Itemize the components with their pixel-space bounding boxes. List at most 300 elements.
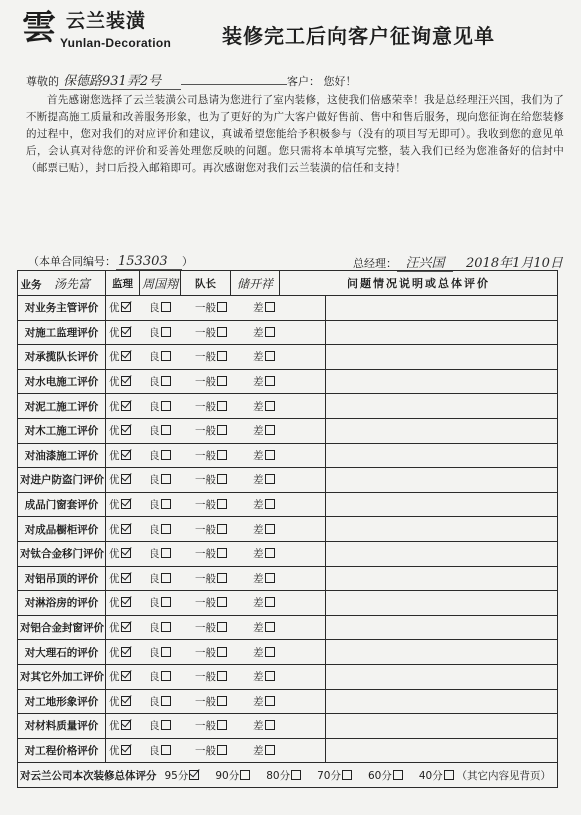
rating-option-label: 优: [109, 695, 120, 708]
rating-checkbox[interactable]: [217, 696, 227, 706]
rating-option[interactable]: [106, 645, 143, 660]
evaluation-item-label: 对淋浴房的评价: [18, 591, 106, 616]
total-score-option[interactable]: [215, 768, 250, 783]
rating-option[interactable]: [247, 374, 299, 389]
comment-cell[interactable]: [326, 541, 558, 566]
rating-option[interactable]: [106, 694, 143, 709]
comment-cell[interactable]: [326, 738, 558, 763]
rating-checkbox[interactable]: [161, 327, 171, 337]
rating-option[interactable]: [247, 325, 299, 340]
rating-option-label: 差: [253, 523, 264, 536]
evaluation-item-label: 对泥工施工评价: [18, 394, 106, 419]
rating-option-label: 优: [109, 671, 120, 684]
rating-option[interactable]: [143, 743, 189, 758]
evaluation-item-label: 对其它外加工评价: [18, 664, 106, 689]
rating-options-cell: [106, 320, 326, 345]
rating-checkbox[interactable]: [265, 302, 275, 312]
rating-option[interactable]: [247, 743, 299, 758]
rating-option[interactable]: [143, 423, 189, 438]
rating-options-cell: [106, 394, 326, 419]
evaluation-row: [18, 418, 558, 443]
customer-address-field[interactable]: 保德路931弄2号: [59, 70, 181, 90]
supervisor-label: 监理: [106, 271, 140, 296]
rating-option-label: 差: [253, 376, 264, 389]
rating-option[interactable]: [143, 546, 189, 561]
rating-checkbox[interactable]: [217, 401, 227, 411]
rating-checkbox[interactable]: [161, 401, 171, 411]
rating-checkbox[interactable]: [161, 696, 171, 706]
rating-option-label: 良: [149, 671, 160, 684]
rating-option-label: 差: [253, 400, 264, 413]
rating-checkbox[interactable]: [217, 302, 227, 312]
rating-option[interactable]: [189, 546, 247, 561]
comment-cell[interactable]: [326, 689, 558, 714]
rating-option-label: 差: [253, 302, 264, 315]
rating-option[interactable]: [143, 399, 189, 414]
rating-option[interactable]: [189, 669, 247, 684]
evaluation-row: [18, 345, 558, 370]
evaluation-row: [18, 296, 558, 321]
rating-option-label: 优: [109, 376, 120, 389]
evaluation-row: [18, 566, 558, 591]
rating-option[interactable]: [106, 743, 143, 758]
rating-option[interactable]: [247, 399, 299, 414]
rating-option-label: 差: [253, 572, 264, 585]
comment-cell[interactable]: [326, 714, 558, 739]
rating-option[interactable]: [106, 325, 143, 340]
evaluation-row: [18, 492, 558, 517]
rating-checkbox[interactable]: [121, 524, 131, 534]
team-leader-label: 队长: [181, 271, 231, 296]
rating-checkbox[interactable]: [265, 745, 275, 755]
rating-option[interactable]: [106, 620, 143, 635]
rating-checkbox[interactable]: [217, 647, 227, 657]
rating-checkbox[interactable]: [121, 597, 131, 607]
rating-option-label: 优: [109, 400, 120, 413]
rating-checkbox[interactable]: [161, 622, 171, 632]
rating-option[interactable]: [106, 349, 143, 364]
rating-checkbox[interactable]: [265, 573, 275, 583]
rating-option-label: 良: [149, 351, 160, 364]
rating-option[interactable]: [143, 497, 189, 512]
rating-checkbox[interactable]: [161, 474, 171, 484]
rating-checkbox[interactable]: [217, 450, 227, 460]
contract-number-field[interactable]: 153303: [116, 254, 182, 270]
rating-option[interactable]: [143, 448, 189, 463]
sign-date: 2018年1月10日: [466, 256, 563, 271]
rating-option-label: 差: [253, 597, 264, 610]
rating-checkbox[interactable]: [161, 499, 171, 509]
business-staff-field[interactable]: 汤先富: [53, 276, 90, 291]
rating-option[interactable]: [106, 423, 143, 438]
comment-cell[interactable]: [326, 566, 558, 591]
rating-option[interactable]: [106, 546, 143, 561]
comment-cell[interactable]: [326, 468, 558, 493]
rating-option[interactable]: [143, 325, 189, 340]
rating-option-label: 差: [253, 548, 264, 561]
evaluation-row: [18, 738, 558, 763]
rating-option-label: 一般: [195, 425, 216, 438]
rating-option-label: 优: [109, 744, 120, 757]
rating-option-label: 差: [253, 499, 264, 512]
comment-cell[interactable]: [326, 492, 558, 517]
rating-option-label: 一般: [195, 351, 216, 364]
comment-cell[interactable]: [326, 591, 558, 616]
rating-checkbox[interactable]: [121, 401, 131, 411]
rating-checkbox[interactable]: [217, 548, 227, 558]
rating-options-cell: [106, 443, 326, 468]
total-score-checkbox[interactable]: [393, 770, 403, 780]
rating-checkbox[interactable]: [217, 327, 227, 337]
comment-cell[interactable]: [326, 615, 558, 640]
evaluation-row: [18, 320, 558, 345]
rating-option[interactable]: [106, 497, 143, 512]
evaluation-item-label: 对钛合金移门评价: [18, 541, 106, 566]
manager-line: [353, 252, 453, 272]
total-score-checkbox[interactable]: [342, 770, 352, 780]
rating-option-label: 良: [149, 376, 160, 389]
total-score-option[interactable]: [419, 768, 454, 783]
rating-option[interactable]: [189, 497, 247, 512]
rating-option-label: 优: [109, 646, 120, 659]
total-score-option[interactable]: [266, 768, 301, 783]
rating-options-cell: [106, 714, 326, 739]
team-leader-name-field[interactable]: 储开祥: [231, 271, 280, 296]
rating-option[interactable]: [106, 374, 143, 389]
evaluation-item-label: 对工地形象评价: [18, 689, 106, 714]
rating-option[interactable]: [189, 743, 247, 758]
rating-option[interactable]: [143, 374, 189, 389]
company-name-cn: 云兰装潢: [66, 10, 147, 32]
rating-option[interactable]: [189, 325, 247, 340]
evaluation-item-label: 对承揽队长评价: [18, 345, 106, 370]
rating-option[interactable]: [106, 595, 143, 610]
evaluation-row: [18, 640, 558, 665]
total-score-checkbox[interactable]: [444, 770, 454, 780]
rating-option[interactable]: [106, 669, 143, 684]
rating-checkbox[interactable]: [121, 696, 131, 706]
rating-checkbox[interactable]: [161, 548, 171, 558]
manager-signature: 汪兴国: [397, 252, 453, 272]
rating-option-label: 一般: [195, 449, 216, 462]
rating-option[interactable]: [189, 374, 247, 389]
rating-checkbox[interactable]: [217, 524, 227, 534]
rating-option[interactable]: [189, 300, 247, 315]
rating-checkbox[interactable]: [161, 745, 171, 755]
rating-option-label: 差: [253, 646, 264, 659]
rating-checkbox[interactable]: [161, 376, 171, 386]
rating-option-label: 优: [109, 425, 120, 438]
rating-checkbox[interactable]: [265, 696, 275, 706]
rating-options-cell: [106, 615, 326, 640]
rating-checkbox[interactable]: [217, 720, 227, 730]
rating-checkbox[interactable]: [217, 474, 227, 484]
rating-options-cell: [106, 369, 326, 394]
rating-checkbox[interactable]: [161, 302, 171, 312]
document-title: 装修完工后向客户征询意见单: [222, 24, 495, 48]
rating-option-label: 良: [149, 523, 160, 536]
rating-option[interactable]: [106, 399, 143, 414]
rating-option-label: 一般: [195, 572, 216, 585]
rating-option[interactable]: [106, 472, 143, 487]
rating-checkbox[interactable]: [161, 671, 171, 681]
rating-checkbox[interactable]: [265, 524, 275, 534]
evaluation-table: [17, 270, 558, 788]
rating-checkbox[interactable]: [121, 351, 131, 361]
rating-checkbox[interactable]: [121, 474, 131, 484]
rating-checkbox[interactable]: [217, 499, 227, 509]
rating-checkbox[interactable]: [217, 745, 227, 755]
rating-option[interactable]: [106, 718, 143, 733]
comment-cell[interactable]: [326, 296, 558, 321]
rating-options-cell: [106, 296, 326, 321]
rating-checkbox[interactable]: [265, 720, 275, 730]
evaluation-item-label: 对水电施工评价: [18, 369, 106, 394]
rating-option[interactable]: [106, 300, 143, 315]
rating-checkbox[interactable]: [265, 450, 275, 460]
total-score-option-label: 80分: [266, 769, 291, 782]
rating-option-label: 一般: [195, 597, 216, 610]
rating-option-label: 差: [253, 720, 264, 733]
rating-options-cell: [106, 345, 326, 370]
rating-checkbox[interactable]: [265, 327, 275, 337]
total-score-row: [18, 763, 558, 788]
comment-cell[interactable]: [326, 517, 558, 542]
see-back-note: （其它内容见背页）: [456, 769, 551, 782]
rating-options-cell: [106, 468, 326, 493]
rating-checkbox[interactable]: [265, 425, 275, 435]
greeting-line: [26, 70, 357, 90]
rating-option[interactable]: [247, 472, 299, 487]
rating-option[interactable]: [247, 669, 299, 684]
rating-checkbox[interactable]: [121, 720, 131, 730]
rating-option[interactable]: [189, 349, 247, 364]
rating-options-cell: [106, 418, 326, 443]
rating-option-label: 优: [109, 351, 120, 364]
evaluation-row: [18, 369, 558, 394]
rating-checkbox[interactable]: [265, 671, 275, 681]
business-label: 业务: [20, 278, 42, 291]
rating-checkbox[interactable]: [217, 351, 227, 361]
evaluation-row: [18, 541, 558, 566]
evaluation-item-label: 对进户防盗门评价: [18, 468, 106, 493]
rating-option[interactable]: [247, 546, 299, 561]
rating-checkbox[interactable]: [121, 573, 131, 583]
rating-option[interactable]: [189, 694, 247, 709]
rating-option[interactable]: [189, 448, 247, 463]
total-score-option[interactable]: [317, 768, 352, 783]
rating-option-label: 差: [253, 326, 264, 339]
rating-checkbox[interactable]: [161, 524, 171, 534]
comment-cell[interactable]: [326, 320, 558, 345]
rating-checkbox[interactable]: [217, 376, 227, 386]
rating-option[interactable]: [189, 522, 247, 537]
rating-option[interactable]: [247, 497, 299, 512]
rating-option-label: 良: [149, 572, 160, 585]
rating-option[interactable]: [143, 718, 189, 733]
greeting-suffix: 客户： 您好！: [287, 75, 357, 88]
rating-checkbox[interactable]: [121, 450, 131, 460]
rating-option-label: 一般: [195, 695, 216, 708]
rating-option-label: 差: [253, 622, 264, 635]
rating-checkbox[interactable]: [161, 647, 171, 657]
rating-option[interactable]: [189, 571, 247, 586]
table-header-row: [18, 271, 558, 296]
rating-option[interactable]: [143, 522, 189, 537]
rating-option-label: 良: [149, 302, 160, 315]
rating-option-label: 良: [149, 597, 160, 610]
comment-cell[interactable]: [326, 345, 558, 370]
rating-checkbox[interactable]: [121, 671, 131, 681]
evaluation-row: [18, 591, 558, 616]
total-score-checkbox[interactable]: [240, 770, 250, 780]
rating-checkbox[interactable]: [161, 597, 171, 607]
rating-option[interactable]: [189, 399, 247, 414]
evaluation-item-label: 对成品橱柜评价: [18, 517, 106, 542]
rating-option-label: 差: [253, 449, 264, 462]
evaluation-row: [18, 394, 558, 419]
rating-option-label: 差: [253, 425, 264, 438]
evaluation-row: [18, 468, 558, 493]
rating-option[interactable]: [106, 522, 143, 537]
rating-checkbox[interactable]: [265, 597, 275, 607]
rating-checkbox[interactable]: [121, 499, 131, 509]
rating-checkbox[interactable]: [265, 474, 275, 484]
rating-option-label: 一般: [195, 474, 216, 487]
total-score-checkbox[interactable]: [291, 770, 301, 780]
rating-option-label: 一般: [195, 376, 216, 389]
rating-option-label: 差: [253, 474, 264, 487]
rating-option-label: 一般: [195, 523, 216, 536]
greeting-prefix: 尊敬的: [26, 75, 59, 88]
rating-option[interactable]: [143, 645, 189, 660]
total-score-option-label: 90分: [215, 769, 240, 782]
rating-option[interactable]: [247, 694, 299, 709]
comment-cell[interactable]: [326, 369, 558, 394]
company-logo-mark: 雲: [22, 8, 55, 48]
rating-option[interactable]: [189, 472, 247, 487]
rating-option-label: 一般: [195, 622, 216, 635]
rating-checkbox[interactable]: [265, 351, 275, 361]
rating-option-label: 优: [109, 326, 120, 339]
rating-option[interactable]: [247, 349, 299, 364]
evaluation-row: [18, 615, 558, 640]
rating-option[interactable]: [143, 595, 189, 610]
rating-option[interactable]: [247, 300, 299, 315]
rating-option[interactable]: [189, 595, 247, 610]
rating-checkbox[interactable]: [121, 302, 131, 312]
comment-cell[interactable]: [326, 394, 558, 419]
rating-option-label: 一般: [195, 326, 216, 339]
rating-option[interactable]: [143, 349, 189, 364]
rating-option[interactable]: [247, 718, 299, 733]
rating-option[interactable]: [189, 620, 247, 635]
rating-checkbox[interactable]: [265, 499, 275, 509]
rating-option[interactable]: [143, 669, 189, 684]
rating-options-cell: [106, 541, 326, 566]
rating-checkbox[interactable]: [161, 351, 171, 361]
rating-checkbox[interactable]: [265, 548, 275, 558]
rating-option[interactable]: [247, 645, 299, 660]
comment-cell[interactable]: [326, 664, 558, 689]
rating-checkbox[interactable]: [121, 327, 131, 337]
rating-checkbox[interactable]: [265, 376, 275, 386]
rating-option[interactable]: [143, 620, 189, 635]
rating-checkbox[interactable]: [121, 622, 131, 632]
rating-checkbox[interactable]: [265, 622, 275, 632]
rating-option[interactable]: [247, 522, 299, 537]
rating-option[interactable]: [189, 645, 247, 660]
rating-checkbox[interactable]: [217, 671, 227, 681]
rating-option[interactable]: [143, 300, 189, 315]
rating-option[interactable]: [106, 571, 143, 586]
rating-option[interactable]: [247, 595, 299, 610]
rating-checkbox[interactable]: [217, 425, 227, 435]
rating-options-cell: [106, 517, 326, 542]
rating-checkbox[interactable]: [161, 425, 171, 435]
customer-name-blank[interactable]: [181, 84, 287, 85]
evaluation-item-label: 对工程价格评价: [18, 738, 106, 763]
rating-option[interactable]: [189, 423, 247, 438]
rating-checkbox[interactable]: [121, 745, 131, 755]
rating-checkbox[interactable]: [217, 573, 227, 583]
rating-checkbox[interactable]: [121, 425, 131, 435]
rating-checkbox[interactable]: [217, 622, 227, 632]
evaluation-item-label: 对铝合金封窗评价: [18, 615, 106, 640]
rating-checkbox[interactable]: [217, 597, 227, 607]
rating-option[interactable]: [143, 472, 189, 487]
evaluation-row: [18, 714, 558, 739]
rating-checkbox[interactable]: [265, 647, 275, 657]
rating-option[interactable]: [143, 571, 189, 586]
rating-option[interactable]: [247, 571, 299, 586]
rating-option[interactable]: [189, 718, 247, 733]
rating-option[interactable]: [247, 448, 299, 463]
comment-cell[interactable]: [326, 443, 558, 468]
rating-option[interactable]: [247, 423, 299, 438]
total-score-option-label: 95分: [164, 769, 189, 782]
rating-checkbox[interactable]: [265, 401, 275, 411]
supervisor-name-field[interactable]: 周国翔: [140, 271, 181, 296]
rating-option[interactable]: [106, 448, 143, 463]
rating-checkbox[interactable]: [121, 647, 131, 657]
rating-checkbox[interactable]: [121, 376, 131, 386]
total-score-checkbox[interactable]: [189, 770, 199, 780]
comment-column-header: 问题情况说明或总体评价: [280, 271, 558, 296]
rating-option[interactable]: [143, 694, 189, 709]
rating-option-label: 良: [149, 720, 160, 733]
rating-option-label: 优: [109, 449, 120, 462]
total-score-option[interactable]: [165, 768, 200, 783]
rating-checkbox[interactable]: [161, 720, 171, 730]
rating-option-label: 良: [149, 326, 160, 339]
rating-checkbox[interactable]: [161, 450, 171, 460]
comment-cell[interactable]: [326, 640, 558, 665]
total-score-option[interactable]: [368, 768, 403, 783]
header-business-cell: [18, 271, 106, 296]
rating-checkbox[interactable]: [161, 573, 171, 583]
evaluation-item-label: 对材料质量评价: [18, 714, 106, 739]
rating-option-label: 一般: [195, 400, 216, 413]
comment-cell[interactable]: [326, 418, 558, 443]
rating-option-label: 一般: [195, 646, 216, 659]
rating-checkbox[interactable]: [121, 548, 131, 558]
evaluation-row: [18, 664, 558, 689]
rating-option-label: 一般: [195, 671, 216, 684]
evaluation-item-label: 对业务主管评价: [18, 296, 106, 321]
rating-option[interactable]: [247, 620, 299, 635]
total-score-option-label: 70分: [317, 769, 341, 782]
